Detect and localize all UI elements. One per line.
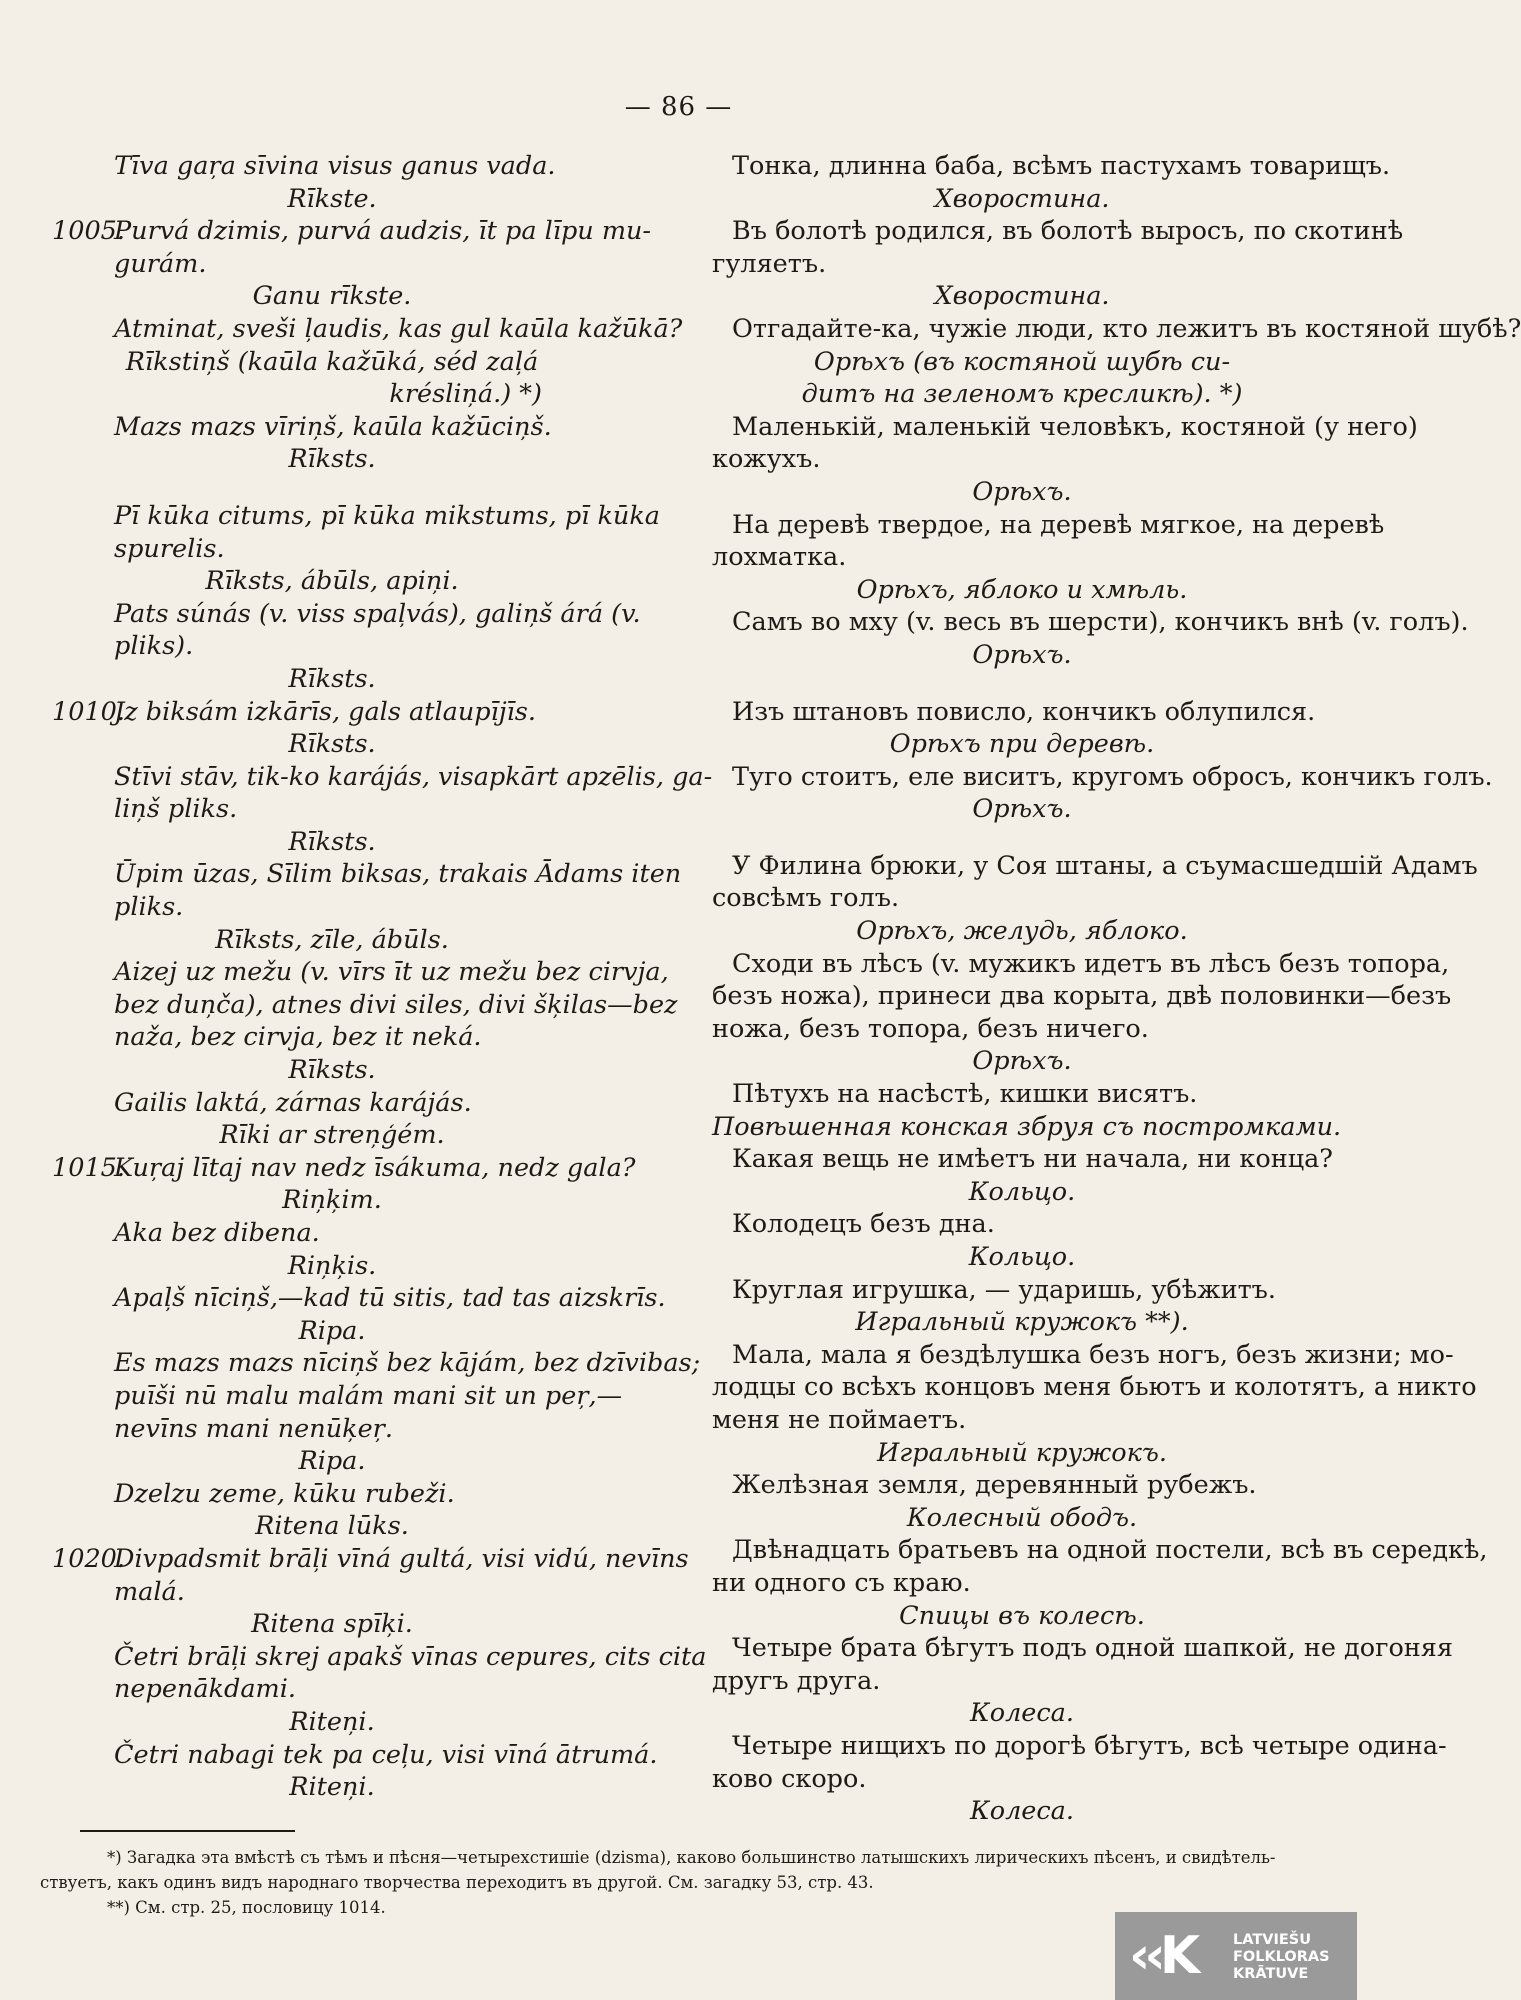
latvian-line [52,891,682,924]
russian-text: Самъ во мху (v. весь въ шерсти), кончикъ внѣ (v. голъ). [732,607,1469,638]
latvian-line [52,411,682,444]
latvian-text: Rīksts. [288,1055,376,1086]
latvian-text: liņš pliks. [114,794,238,825]
russian-text: Четыре нищихъ по дорогѣ бѣгутъ, всѣ четыре одина- [732,1730,1447,1761]
latvian-text: Rīksts, ábūls, apiņi. [205,566,459,597]
russian-text: Маленькій, маленькій человѣкъ, костяной (у него) [732,411,1418,442]
latvian-text: malá. [114,1576,185,1607]
russian-text: другъ друга. [712,1665,881,1696]
russian-text: Четыре брата бѣгутъ подъ одной шапкой, не догоняя [732,1633,1453,1664]
page-number: — 86 — [624,92,733,122]
russian-line [712,1045,1332,1078]
latvian-line [52,1250,612,1283]
russian-text: лохматка. [712,542,847,573]
archive-logo [1115,1912,1357,2000]
latvian-line [52,500,682,533]
latvian-line [52,956,682,989]
latvian-text: Ritena spīķi. [251,1609,413,1640]
latvian-line [52,183,612,216]
latvian-line [52,858,682,891]
latvian-line [52,1608,612,1641]
latvian-line [52,443,612,476]
latvian-line [52,1282,682,1315]
russian-text: Двѣнадцать братьевъ на одной постели, всѣ въ середкѣ, [732,1535,1488,1566]
latvian-line [52,924,612,957]
russian-text: Туго стоитъ, еле виситъ, кругомъ обросъ, кончикъ голъ. [732,761,1493,792]
latvian-line [52,280,612,313]
latvian-line [52,1184,612,1217]
russian-text: Повѣшенная конская збруя съ постромками. [712,1111,1342,1142]
russian-line [712,980,1452,1013]
footnote-line [40,1845,1320,1870]
logo-line-3: KRĀTUVE [1233,1966,1309,1982]
latvian-line [52,1543,689,1576]
latvian-text: Aka bez dibena. [114,1218,320,1248]
latvian-line [52,761,713,794]
russian-line [712,1534,1488,1567]
russian-text: ково скоро. [712,1763,867,1794]
latvian-text: Ganu rīkste. [252,281,412,312]
latvian-text: krésliņá.) *) [389,379,542,410]
russian-text: Орѣхъ, яблоко и хмѣль. [856,574,1188,605]
russian-line [712,411,1418,444]
russian-line [712,574,1332,607]
latvian-text: Ūpim ūzas, Sīlim biksas, trakais Ādams iten [114,859,682,890]
latvian-text: Ripa. [298,1446,366,1477]
russian-line [712,728,1332,761]
latvian-text: Jz biksám izkārīs, gals atlaupījīs. [114,696,536,727]
latvian-text: Riteņi. [289,1772,375,1803]
russian-text: Орѣхъ, желудь, яблоко. [856,916,1188,947]
russian-line [712,476,1332,509]
russian-text: Сходи въ лѣсъ (v. мужикъ идетъ въ лѣсъ безъ топора, [732,948,1450,979]
russian-text: Пѣтухъ на насѣстѣ, кишки висятъ. [732,1079,1198,1110]
logo-text [1233,1932,1330,1983]
latvian-line [52,1478,682,1511]
russian-line [712,1208,1342,1241]
russian-column [712,150,1521,1828]
russian-line [712,1404,1342,1437]
russian-line [712,1795,1332,1828]
latvian-line [52,1706,612,1739]
russian-text: ни одного съ краю. [712,1567,971,1598]
latvian-line [52,1771,612,1804]
footnotes [40,1845,1320,1920]
russian-text: Орѣхъ при деревѣ. [889,729,1155,760]
russian-line [712,1013,1342,1046]
logo-line-1: LATVIEŠU [1233,1932,1311,1948]
russian-text: Какая вещь не имѣетъ ни начала, ни конца? [732,1144,1333,1175]
latvian-line [52,728,612,761]
russian-text: меня не поймаетъ. [712,1404,967,1435]
latvian-line [52,1119,612,1152]
latvian-text: pliks. [114,892,184,923]
russian-line [712,1371,1477,1404]
russian-text: Желѣзная земля, деревянный рубежъ. [732,1470,1257,1501]
latvian-line [52,346,612,379]
latvian-text: Atminat, sveši ļaudis, kas gul kaūla kažūkā? [114,313,683,344]
russian-text: Тонка, длинна баба, всѣмъ пастухамъ товарищъ. [732,151,1391,181]
latvian-line [52,696,682,729]
footnote-text: **) См. стр. 25, пословицу 1014. [107,1898,386,1917]
russian-text: дитъ на зеленомъ кресликѣ). *) [801,379,1243,410]
russian-text: Игральный кружокъ **). [855,1307,1189,1338]
russian-text: Колеса. [969,1796,1074,1827]
footnote-text: *) Загадка эта вмѣстѣ съ тѣмъ и пѣсня—четырехстишіе (dzisma), каково большинство латышскихъ лирическихъ пѣсенъ, и свидѣтель- [107,1848,1276,1867]
russian-text: Колеса. [969,1698,1074,1729]
footnote-text: ствуетъ, какъ одинъ видъ народнаго творчества переходитъ въ другой. См. загадку 53, стр. 43. [40,1873,874,1892]
russian-text: Хворостина. [934,183,1110,214]
russian-text: Колодецъ безъ дна. [732,1209,995,1240]
latvian-line [52,1673,682,1706]
latvian-line [52,793,682,826]
latvian-text: Es mazs mazs nīciņš bez kājám, bez dzīvibas; [114,1348,701,1379]
russian-text: Орѣхъ. [972,1046,1072,1077]
latvian-text: Kuŗaj lītaj nav nedz īsákuma, nedz gala? [114,1152,636,1183]
russian-line [712,541,1342,574]
latvian-line [52,1021,682,1054]
russian-line [712,850,1478,883]
russian-line [712,280,1332,313]
latvian-line [52,1510,612,1543]
russian-text: Кольцо. [968,1242,1076,1272]
latvian-line [52,826,612,859]
russian-line [712,1567,1342,1600]
latvian-line [52,598,682,631]
riddle-number: 1005. [52,216,126,247]
latvian-text: puīši nū malu malám mani sit un peŗ,— [114,1380,623,1411]
latvian-text: Rīksts. [288,729,376,760]
latvian-text: Dzelzu zeme, kūku rubeži. [114,1478,455,1509]
russian-line [712,1339,1454,1372]
russian-line [712,443,1342,476]
latvian-line [52,1152,682,1185]
russian-line [712,183,1332,216]
latvian-text: Purvá dzimis, purvá audzis, īt pa līpu mu- [114,216,652,247]
latvian-line [52,663,612,696]
latvian-text: pliks). [114,631,194,662]
latvian-text: gurám. [114,248,207,279]
russian-line [712,882,1342,915]
latvian-text: Riņķim. [282,1185,382,1216]
russian-line [712,1111,1342,1144]
logo-mark-icon: ‹‹K [1129,1926,1195,1986]
latvian-line [52,1445,612,1478]
latvian-text: Rīksts. [288,444,376,475]
russian-text: Изъ штановъ повисло, кончикъ облупился. [732,696,1316,727]
latvian-text: Rīksts, zīle, ábūls. [215,924,449,955]
russian-line [712,1437,1332,1470]
russian-text: Орѣхъ. [972,476,1072,507]
latvian-text: Mazs mazs vīriņš, kaūla kažūciņš. [114,411,552,442]
latvian-line [52,1641,707,1674]
russian-text: гуляетъ. [712,248,827,279]
latvian-text: spurelis. [114,533,225,564]
russian-line [712,948,1450,981]
latvian-text: nevīns mani nenūķeŗ. [114,1413,393,1444]
logo-line-2: FOLKLORAS [1233,1949,1330,1965]
russian-line [712,313,1521,346]
latvian-line [52,1413,682,1446]
latvian-text: Rīksts. [288,826,376,857]
latvian-text: Tīva gaŗa sīvina visus ganus vada. [114,151,556,181]
russian-text: На деревѣ твердое, на деревѣ мягкое, на деревѣ [732,509,1385,540]
russian-line [712,1502,1332,1535]
russian-text: Колесный ободъ. [906,1502,1138,1533]
footnote-rule [80,1830,295,1832]
latvian-line [52,1054,612,1087]
russian-line [712,1763,1342,1796]
russian-line [712,509,1385,542]
latvian-column [52,150,713,1804]
russian-text: Орѣхъ. [972,639,1072,670]
latvian-text: Gailis laktá, zárnas karájás. [114,1087,472,1118]
latvian-line [52,248,682,281]
latvian-text: Ripa. [298,1315,366,1346]
russian-line [712,215,1404,248]
latvian-text: Rīkste. [287,183,377,214]
latvian-text: Divpadsmit brāļi vīná gultá, visi vidú, nevīns [114,1543,689,1574]
russian-text: ножа, безъ топора, безъ ничего. [712,1013,1149,1044]
latvian-text: Četri brāļi skrej apakš vīnas cepures, cits cita [114,1641,707,1672]
latvian-line [52,150,682,183]
latvian-line [52,378,542,411]
latvian-text: Ritena lūks. [255,1511,409,1542]
latvian-text: Aizej uz mežu (v. vīrs īt uz mežu bez cirvja, [114,957,669,988]
russian-text: Орѣхъ. [972,794,1072,825]
latvian-text: Stīvi stāv, tik-ko karájás, visapkārt apzēlis, ga- [114,761,713,792]
russian-line [712,1143,1342,1176]
russian-line [712,150,1391,183]
latvian-text: naža, bez cirvja, bez it neká. [114,1022,482,1053]
latvian-text: nepenākdami. [114,1674,296,1705]
russian-line [712,826,1342,850]
russian-line [712,793,1332,826]
latvian-line [52,1217,682,1250]
russian-line [712,1241,1332,1274]
riddle-number: 1020. [52,1543,126,1574]
latvian-line [52,565,612,598]
russian-text: совсѣмъ голъ. [712,883,900,914]
russian-line [712,672,1342,696]
russian-line [712,1078,1342,1111]
russian-line [712,1632,1453,1665]
russian-line [712,915,1332,948]
latvian-line [52,1380,682,1413]
riddle-number: 1010. [52,696,126,727]
riddle-number: 1015. [52,1152,126,1183]
latvian-text: bez duņča), atnes divi siles, divi šķilas—bez [114,989,678,1020]
latvian-text: Četri nabagi tek pa ceļu, visi vīná ātrumá. [114,1739,658,1770]
russian-line [712,1176,1332,1209]
latvian-line [52,313,682,346]
russian-text: Орѣхъ (въ костяной шубѣ си- [813,346,1231,377]
russian-text: Отгадайте-ка, чужіе люди, кто лежитъ въ костяной шубѣ? [732,313,1521,344]
latvian-line [52,1087,682,1120]
latvian-line [52,1347,701,1380]
latvian-line [52,476,682,500]
latvian-text: Pī kūka citums, pī kūka mikstums, pī kūka [114,500,660,531]
russian-line [712,248,1342,281]
latvian-text: Rīki ar streņģém. [219,1120,445,1151]
russian-text: Спицы въ колесѣ. [899,1600,1145,1631]
latvian-line [52,1576,682,1609]
latvian-text: Pats súnás (v. viss spaļvás), galiņš árá (v. [114,598,641,629]
latvian-line [52,533,682,566]
latvian-text: Riteņi. [289,1706,375,1737]
russian-text: безъ ножа), принеси два корыта, двѣ половинки—безъ [712,981,1452,1012]
russian-line [712,606,1469,639]
russian-line [712,761,1493,794]
russian-line [712,1697,1332,1730]
latvian-line [52,215,682,248]
russian-text: Хворостина. [934,281,1110,312]
russian-text: лодцы со всѣхъ концовъ меня бьютъ и колотятъ, а никто [712,1372,1477,1403]
russian-text: Въ болотѣ родился, въ болотѣ выросъ, по скотинѣ [732,216,1404,247]
russian-line [712,696,1342,729]
russian-text: У Филина брюки, у Соя штаны, а съумасшедшій Адамъ [732,850,1478,881]
russian-line [712,1469,1342,1502]
russian-line [712,378,1332,411]
russian-line [712,1600,1332,1633]
russian-line [712,1730,1447,1763]
russian-text: Круглая игрушка, — ударишь, убѣжитъ. [732,1274,1277,1305]
russian-text: Мала, мала я бездѣлушка безъ ногъ, безъ жизни; мо- [732,1339,1454,1370]
russian-line [712,346,1332,379]
latvian-text: Apaļš nīciņš,—kad tū sitis, tad tas aizskrīs. [114,1283,666,1314]
latvian-text: Rīkstiņš (kaūla kažūká, séd zaļá [125,346,539,377]
latvian-line [52,989,682,1022]
latvian-line [52,1739,682,1772]
latvian-text: Rīksts. [288,663,376,694]
latvian-text: Riņķis. [287,1250,377,1281]
russian-text: кожухъ. [712,444,821,475]
russian-text: Кольцо. [968,1176,1076,1207]
russian-line [712,639,1332,672]
latvian-line [52,1315,612,1348]
latvian-line [52,630,682,663]
footnote-line [40,1870,1320,1895]
russian-line [712,1274,1342,1307]
russian-line [712,1665,1342,1698]
russian-text: Игральный кружокъ. [877,1437,1167,1468]
russian-line [712,1306,1332,1339]
